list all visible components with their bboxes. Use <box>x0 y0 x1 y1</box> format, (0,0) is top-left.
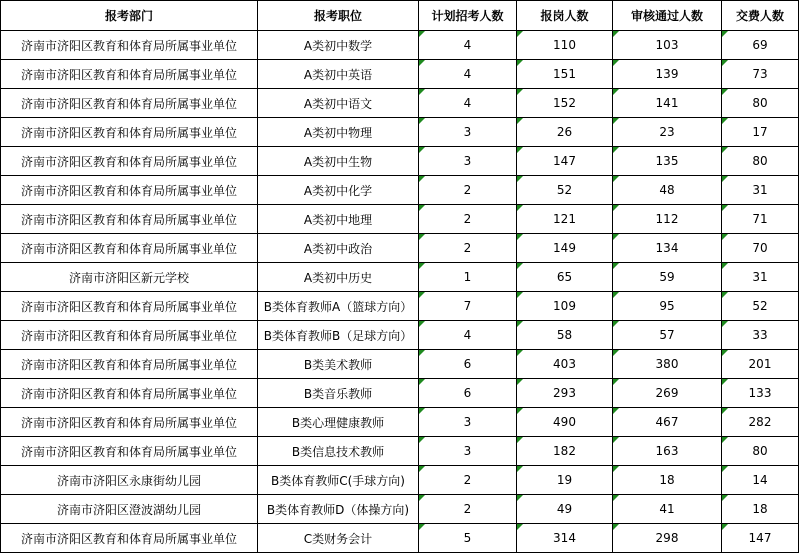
paid-cell: 69 <box>722 31 799 60</box>
position-cell: A类初中历史 <box>258 263 419 292</box>
paid-cell: 133 <box>722 379 799 408</box>
applicants-cell: 58 <box>517 321 613 350</box>
table-row <box>1 437 799 466</box>
applicants-cell: 151 <box>517 60 613 89</box>
department-cell: 济南市济阳区教育和体育局所属事业单位 <box>1 31 258 60</box>
table-row <box>1 524 799 553</box>
paid-cell: 14 <box>722 466 799 495</box>
department-cell: 济南市济阳区教育和体育局所属事业单位 <box>1 292 258 321</box>
planned-count-cell: 6 <box>419 350 517 379</box>
department-cell: 济南市济阳区教育和体育局所属事业单位 <box>1 350 258 379</box>
table-row <box>1 408 799 437</box>
department-cell: 济南市济阳区教育和体育局所属事业单位 <box>1 437 258 466</box>
planned-count-cell: 4 <box>419 89 517 118</box>
paid-cell: 31 <box>722 176 799 205</box>
approved-cell: 103 <box>613 31 722 60</box>
table-row <box>1 60 799 89</box>
position-cell: B类体育教师D（体操方向) <box>258 495 419 524</box>
table-row <box>1 205 799 234</box>
paid-cell: 80 <box>722 89 799 118</box>
header-applicants: 报岗人数 <box>517 1 613 31</box>
approved-cell: 269 <box>613 379 722 408</box>
position-cell: B类体育教师B（足球方向） <box>258 321 419 350</box>
applicants-cell: 152 <box>517 89 613 118</box>
table-row <box>1 31 799 60</box>
table-row <box>1 379 799 408</box>
planned-count-cell: 2 <box>419 176 517 205</box>
applicants-cell: 26 <box>517 118 613 147</box>
approved-cell: 18 <box>613 466 722 495</box>
department-cell: 济南市济阳区教育和体育局所属事业单位 <box>1 176 258 205</box>
applicants-cell: 121 <box>517 205 613 234</box>
approved-cell: 298 <box>613 524 722 553</box>
position-cell: A类初中物理 <box>258 118 419 147</box>
position-cell: A类初中地理 <box>258 205 419 234</box>
paid-cell: 80 <box>722 147 799 176</box>
planned-count-cell: 6 <box>419 379 517 408</box>
paid-cell: 52 <box>722 292 799 321</box>
planned-count-cell: 3 <box>419 437 517 466</box>
applicants-cell: 490 <box>517 408 613 437</box>
applicants-cell: 65 <box>517 263 613 292</box>
approved-cell: 95 <box>613 292 722 321</box>
department-cell: 济南市济阳区澄波湖幼儿园 <box>1 495 258 524</box>
planned-count-cell: 3 <box>419 408 517 437</box>
planned-count-cell: 2 <box>419 205 517 234</box>
approved-cell: 41 <box>613 495 722 524</box>
paid-cell: 17 <box>722 118 799 147</box>
department-cell: 济南市济阳区新元学校 <box>1 263 258 292</box>
paid-cell: 282 <box>722 408 799 437</box>
department-cell: 济南市济阳区永康街幼儿园 <box>1 466 258 495</box>
applicants-cell: 314 <box>517 524 613 553</box>
planned-count-cell: 3 <box>419 118 517 147</box>
position-cell: A类初中语文 <box>258 89 419 118</box>
paid-cell: 201 <box>722 350 799 379</box>
department-cell: 济南市济阳区教育和体育局所属事业单位 <box>1 60 258 89</box>
header-approved: 审核通过人数 <box>613 1 722 31</box>
paid-cell: 71 <box>722 205 799 234</box>
department-cell: 济南市济阳区教育和体育局所属事业单位 <box>1 321 258 350</box>
approved-cell: 57 <box>613 321 722 350</box>
applicants-cell: 182 <box>517 437 613 466</box>
applicants-cell: 147 <box>517 147 613 176</box>
applicants-cell: 109 <box>517 292 613 321</box>
applicants-cell: 149 <box>517 234 613 263</box>
applicants-cell: 293 <box>517 379 613 408</box>
department-cell: 济南市济阳区教育和体育局所属事业单位 <box>1 118 258 147</box>
header-planned-count: 计划招考人数 <box>419 1 517 31</box>
position-cell: A类初中生物 <box>258 147 419 176</box>
table-row <box>1 176 799 205</box>
paid-cell: 147 <box>722 524 799 553</box>
table-row <box>1 89 799 118</box>
position-cell: B类体育教师C(手球方向) <box>258 466 419 495</box>
header-row <box>1 1 799 31</box>
position-cell: A类初中政治 <box>258 234 419 263</box>
department-cell: 济南市济阳区教育和体育局所属事业单位 <box>1 408 258 437</box>
applicants-cell: 110 <box>517 31 613 60</box>
approved-cell: 48 <box>613 176 722 205</box>
paid-cell: 31 <box>722 263 799 292</box>
paid-cell: 70 <box>722 234 799 263</box>
planned-count-cell: 2 <box>419 495 517 524</box>
applicants-cell: 403 <box>517 350 613 379</box>
paid-cell: 33 <box>722 321 799 350</box>
table-row <box>1 147 799 176</box>
department-cell: 济南市济阳区教育和体育局所属事业单位 <box>1 379 258 408</box>
approved-cell: 141 <box>613 89 722 118</box>
table-row <box>1 234 799 263</box>
position-cell: B类信息技术教师 <box>258 437 419 466</box>
planned-count-cell: 2 <box>419 466 517 495</box>
table-row <box>1 292 799 321</box>
applicants-cell: 49 <box>517 495 613 524</box>
approved-cell: 163 <box>613 437 722 466</box>
planned-count-cell: 7 <box>419 292 517 321</box>
table-row <box>1 321 799 350</box>
header-paid: 交费人数 <box>722 1 799 31</box>
header-position: 报考职位 <box>258 1 419 31</box>
table-body <box>1 31 799 553</box>
position-cell: A类初中英语 <box>258 60 419 89</box>
planned-count-cell: 3 <box>419 147 517 176</box>
planned-count-cell: 1 <box>419 263 517 292</box>
paid-cell: 73 <box>722 60 799 89</box>
planned-count-cell: 4 <box>419 60 517 89</box>
applicants-cell: 19 <box>517 466 613 495</box>
approved-cell: 467 <box>613 408 722 437</box>
paid-cell: 18 <box>722 495 799 524</box>
department-cell: 济南市济阳区教育和体育局所属事业单位 <box>1 524 258 553</box>
applicants-cell: 52 <box>517 176 613 205</box>
planned-count-cell: 4 <box>419 321 517 350</box>
header-department: 报考部门 <box>1 1 258 31</box>
table-row <box>1 466 799 495</box>
approved-cell: 59 <box>613 263 722 292</box>
position-cell: B类体育教师A（篮球方向） <box>258 292 419 321</box>
planned-count-cell: 4 <box>419 31 517 60</box>
department-cell: 济南市济阳区教育和体育局所属事业单位 <box>1 234 258 263</box>
planned-count-cell: 2 <box>419 234 517 263</box>
department-cell: 济南市济阳区教育和体育局所属事业单位 <box>1 89 258 118</box>
planned-count-cell: 5 <box>419 524 517 553</box>
position-cell: A类初中化学 <box>258 176 419 205</box>
table-row <box>1 118 799 147</box>
approved-cell: 139 <box>613 60 722 89</box>
approved-cell: 380 <box>613 350 722 379</box>
position-cell: B类心理健康教师 <box>258 408 419 437</box>
paid-cell: 80 <box>722 437 799 466</box>
position-cell: B类美术教师 <box>258 350 419 379</box>
approved-cell: 134 <box>613 234 722 263</box>
approved-cell: 112 <box>613 205 722 234</box>
table-row <box>1 495 799 524</box>
department-cell: 济南市济阳区教育和体育局所属事业单位 <box>1 147 258 176</box>
approved-cell: 135 <box>613 147 722 176</box>
position-cell: C类财务会计 <box>258 524 419 553</box>
table-row <box>1 263 799 292</box>
table-row <box>1 350 799 379</box>
position-cell: B类音乐教师 <box>258 379 419 408</box>
approved-cell: 23 <box>613 118 722 147</box>
position-cell: A类初中数学 <box>258 31 419 60</box>
department-cell: 济南市济阳区教育和体育局所属事业单位 <box>1 205 258 234</box>
